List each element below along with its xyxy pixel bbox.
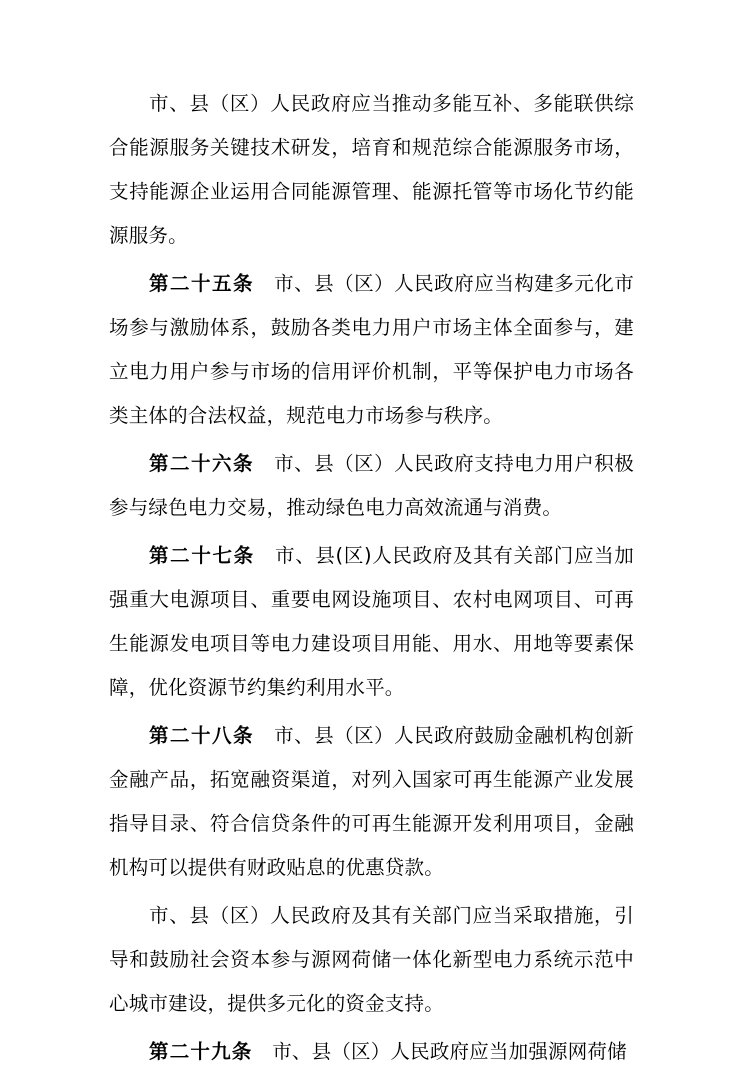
paragraph-text: 市、县（区）人民政府及其有关部门应当采取措施，引导和鼓励社会资本参与源网荷储一体化新型电力系统示范中心城市建设，提供多元化的资金支持。 [109, 904, 634, 1015]
article-label: 第二十七条 [149, 544, 255, 567]
paragraph [109, 1030, 634, 1074]
article-label: 第二十九条 [149, 1040, 253, 1063]
article-label: 第二十六条 [149, 452, 255, 475]
paragraph [109, 714, 634, 890]
paragraph [109, 534, 634, 710]
paragraph-text: 市、县(区)人民政府及其有关部门应当加强重大电源项目、重要电网设施项目、农村电网项目、可再生能源发电项目等电力建设项目用能、用水、用地等要素保障，优化资源节约集约利用水平。 [109, 544, 634, 699]
paragraph [109, 894, 634, 1026]
paragraph-text: 市、县（区）人民政府鼓励金融机构创新金融产品，拓宽融资渠道，对列入国家可再生能源产业发展指导目录、符合信贷条件的可再生能源开发利用项目，金融机构可以提供有财政贴息的优惠贷款。 [109, 724, 634, 879]
paragraph [109, 262, 634, 438]
paragraph-text: 市、县（区）人民政府应当加强源网荷储 [272, 1040, 627, 1063]
article-label: 第二十五条 [149, 272, 255, 295]
article-label: 第二十八条 [149, 724, 255, 747]
paragraph-text: 市、县（区）人民政府应当构建多元化市场参与激励体系，鼓励各类电力用户市场主体全面参与，建立电力用户参与市场的信用评价机制，平等保护电力市场各类主体的合法权益，规范电力市场参与秩序。 [109, 272, 634, 427]
document-body [109, 82, 634, 1074]
paragraph-text: 市、县（区）人民政府支持电力用户积极参与绿色电力交易，推动绿色电力高效流通与消费。 [109, 452, 634, 519]
paragraph [109, 82, 634, 258]
paragraph-text: 市、县（区）人民政府应当推动多能互补、多能联供综合能源服务关键技术研发，培育和规范综合能源服务市场，支持能源企业运用合同能源管理、能源托管等市场化节约能源服务。 [109, 92, 634, 247]
paragraph [109, 442, 634, 530]
